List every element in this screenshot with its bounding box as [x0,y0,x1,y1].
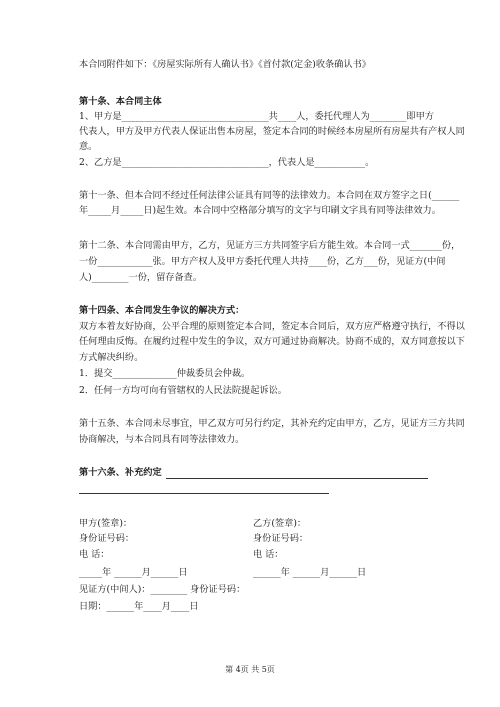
article-14-line-5: 2．任何一方均可向有管辖权的人民法院提起诉讼。 [79,385,287,396]
article-14-title: 第十四条、本合同发生争议的解决方式： [79,305,245,316]
party-a-id-label: 身份证号码： [79,533,135,544]
party-b-date-line: ______年 ______月______日 [253,567,367,578]
article-14-line-3: 方式解决纠纷。 [79,352,144,363]
article-16-title: 第十六条、补充约定 [79,467,162,478]
article-10-line-1: 1、甲方是________________________________共____人，委托代理人为________即甲方 [79,111,434,122]
article-14-line-2: 任何理由反悔。在履约过程中发生的争议，双方可通过协商解决。协商不成的，双方同意按以下 [79,336,465,347]
article-11-line-1: 第十一条、但本合同不经过任何法律公证具有同等的法律效力。本合同在双方签字之日(______ [79,190,460,201]
article-10-title: 第十条、本合同主体 [79,96,162,107]
page-number-footer: 第 4页 共 5页 [225,665,275,674]
party-b-id-label: 身份证号码： [253,533,309,544]
supplement-blank-line-1 [166,478,428,479]
article-10-line-4: 2、乙方是________________________________，代表人是___________。 [79,157,375,168]
party-a-date-line: _____年 ______月______日 [79,567,188,578]
witness-line: 见证方(中间人)：________ 身份证号码： [79,584,246,595]
supplement-blank-line-2 [79,493,329,494]
article-14-line-1: 双方本着友好协商，公平合理的原则签定本合同，签定本合同后，双方应严格遵守执行，不得以 [79,321,465,332]
party-a-sign-label: 甲方(签章)： [79,518,133,529]
article-14-line-4: 1．提交______________仲裁委员会仲裁。 [79,368,251,379]
witness-date-line: 日期：______年____月____日 [79,601,199,612]
article-10-line-2: 代表人，甲方及甲方代表人保证出售本房屋，签定本合同的时候经本房屋所有房屋共有产权人同 [79,126,465,137]
article-15-line-2: 协商解决，与本合同具有同等法律效力。 [79,434,245,445]
party-b-tel-label: 电 话： [253,549,284,560]
party-a-tel-label: 电 话： [79,549,110,560]
article-10-line-3: 意。 [79,141,98,152]
party-b-sign-label: 乙方(签章)： [253,518,307,529]
article-15-line-1: 第十五条、本合同未尽事宜，甲乙双方可另行约定，其补充约定由甲方，乙方，见证方三方共同 [79,418,465,429]
article-11-line-2: 年_____月_____日)起生效。本合同中空格部分填写的文字与印刷文字具有同等法律效力。 [79,205,441,216]
article-12-line-1: 第十二条、本合同需由甲方，乙方，见证方三方共同签字后方能生效。本合同一式_______份， [79,240,461,251]
attachments-line: 本合同附件如下：《房屋实际所有人确认书》《首付款(定金)收条确认书》 [79,59,371,70]
article-12-line-3: 人)________一份，留存备查。 [79,272,203,283]
article-12-line-2: 一份____________张。甲方产权人及甲方委托代理人共持____份，乙方___份，见证方(中间 [79,256,446,267]
